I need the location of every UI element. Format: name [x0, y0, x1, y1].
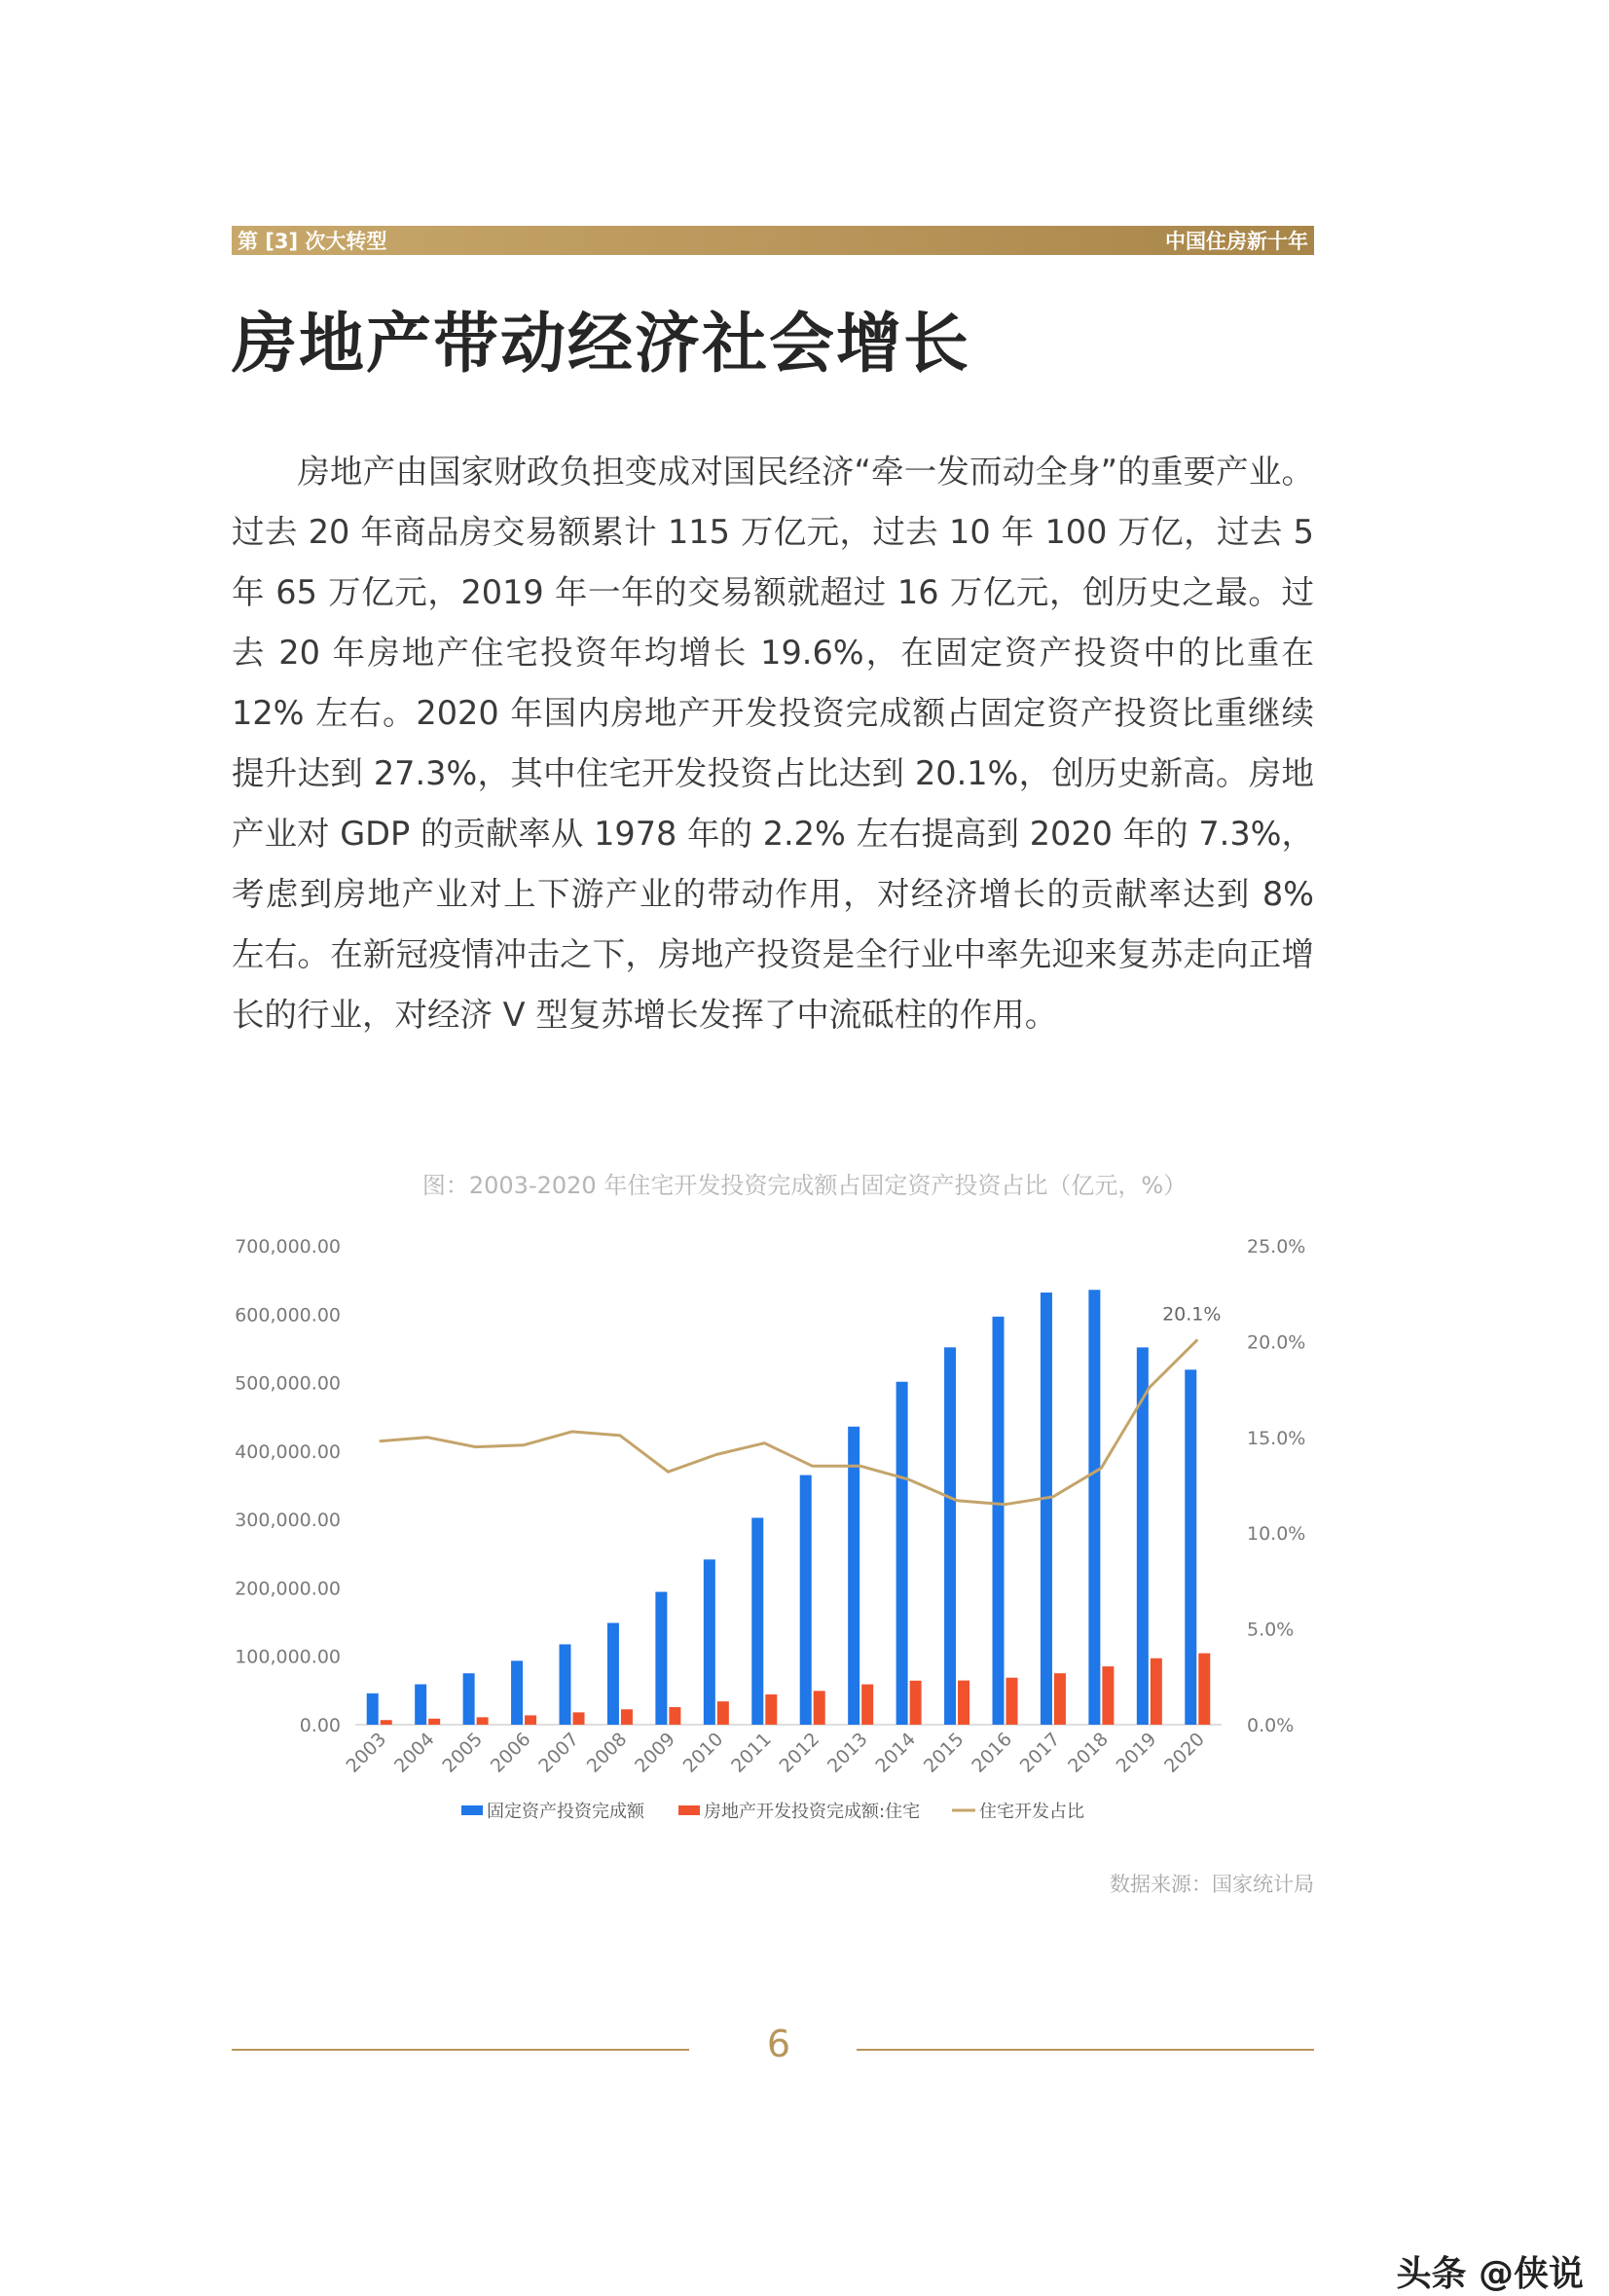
right-tick-label: 5.0% [1247, 1619, 1295, 1641]
page-number: 6 [766, 2023, 791, 2065]
right-tick-label: 10.0% [1247, 1523, 1306, 1546]
left-tick-label: 0.00 [299, 1715, 341, 1736]
right-tick-label: 25.0% [1247, 1236, 1306, 1257]
bar-residential-investment [1006, 1678, 1018, 1725]
x-tick-label: 2005 [438, 1728, 488, 1777]
bar-fixed-asset-investment [463, 1673, 475, 1725]
right-tick-label: 20.0% [1247, 1331, 1306, 1354]
bar-residential-investment [381, 1720, 392, 1725]
bar-residential-investment [910, 1681, 922, 1725]
footer-rule-right [857, 2049, 1314, 2051]
left-tick-label: 200,000.00 [235, 1578, 341, 1600]
left-tick-label: 300,000.00 [235, 1510, 341, 1532]
bar-residential-investment [669, 1707, 680, 1725]
bar-fixed-asset-investment [511, 1660, 523, 1725]
bar-residential-investment [477, 1717, 489, 1725]
legend-swatch [678, 1805, 700, 1815]
bar-fixed-asset-investment [655, 1592, 667, 1725]
x-axis [343, 1729, 1209, 1777]
bar-residential-investment [861, 1685, 873, 1725]
right-axis [1247, 1236, 1305, 1736]
data-source: 数据来源：国家统计局 [1110, 1873, 1314, 1896]
x-tick-label: 2008 [582, 1728, 632, 1777]
x-tick-label: 2014 [871, 1728, 921, 1777]
chapter-label: 第 [3] 次大转型 [238, 230, 387, 253]
page-title: 房地产带动经济社会增长 [232, 306, 970, 382]
body-paragraph: 房地产由国家财政负担变成对国民经济“牵一发而动全身”的重要产业。过去 20 年商品房交易额累计 115 万亿元，过去 10 年 100 万亿，过去 5 年 65 万亿元，2019 年一年的交易额就超过 16 万亿元，创历史之最。过去 20 年房地产住宅投资年均增长 19.6%，在固定资产投资中的比重在 12% 左右。2020 年国内房地产开发投资完成额占固定资产投资比重继续提升达到 27.3%，其中住宅开发投资占比达到 20.1%，创历史新高。房地产业对 GDP 的贡献率从 1978 年的 2.2% 左右提高到 2020 年的 7.3%，考虑到房地产业对上下游产业的带动作用，对经济增长的贡献率达到 8% 左右。在新冠疫情冲击之下，房地产投资是全行业中率先迎来复苏走向正增长的行业，对经济 V 型复苏增长发挥了中流砥柱的作用。 [232, 453, 1314, 1034]
x-tick-label: 2006 [486, 1728, 535, 1777]
x-tick-label: 2009 [631, 1728, 679, 1777]
data-label-2020: 20.1% [1162, 1303, 1222, 1326]
legend-label: 固定资产投资完成额 [487, 1802, 644, 1822]
x-tick-label: 2007 [534, 1728, 584, 1777]
bar-fixed-asset-investment [1088, 1290, 1100, 1725]
bar-fixed-asset-investment [560, 1644, 571, 1725]
x-tick-label: 2004 [389, 1728, 439, 1777]
bar-residential-investment [765, 1695, 777, 1725]
x-tick-label: 2010 [678, 1728, 728, 1777]
left-tick-label: 700,000.00 [235, 1236, 341, 1257]
bar-residential-investment [1054, 1673, 1066, 1725]
bar-residential-investment [958, 1681, 969, 1725]
share-line [380, 1339, 1198, 1504]
left-axis [235, 1236, 341, 1736]
chart-title: 图：2003-2020 年住宅开发投资完成额占固定资产投资占比（亿元，%） [421, 1172, 1188, 1199]
bar-residential-investment [1198, 1654, 1210, 1725]
bar-fixed-asset-investment [1041, 1293, 1052, 1725]
bar-residential-investment [428, 1719, 440, 1725]
x-tick-label: 2015 [919, 1728, 969, 1777]
bar-fixed-asset-investment [704, 1559, 715, 1725]
bar-fixed-asset-investment [751, 1517, 763, 1725]
x-tick-label: 2017 [1015, 1728, 1065, 1777]
bar-fixed-asset-investment [800, 1476, 812, 1725]
legend-label: 房地产开发投资完成额:住宅 [704, 1802, 921, 1822]
footer-rule-left [232, 2049, 689, 2051]
bar-fixed-asset-investment [993, 1317, 1005, 1725]
bar-fixed-asset-investment [367, 1694, 379, 1725]
bar-fixed-asset-investment [415, 1685, 426, 1725]
x-tick-label: 2011 [727, 1728, 776, 1777]
x-tick-label: 2019 [1112, 1728, 1161, 1777]
bar-fixed-asset-investment [896, 1382, 908, 1725]
right-tick-label: 15.0% [1247, 1427, 1306, 1449]
bar-residential-investment [717, 1701, 729, 1725]
left-tick-label: 500,000.00 [235, 1372, 341, 1395]
bar-fixed-asset-investment [848, 1427, 859, 1725]
x-tick-label: 2018 [1064, 1728, 1113, 1777]
x-tick-label: 2020 [1160, 1728, 1209, 1777]
legend-swatch [461, 1805, 483, 1815]
watermark: 头条 @侠说 [1396, 2254, 1584, 2294]
book-title: 中国住房新十年 [1165, 230, 1308, 253]
x-tick-label: 2013 [823, 1728, 872, 1777]
bar-fixed-asset-investment [607, 1622, 619, 1725]
bar-residential-investment [814, 1691, 825, 1725]
chart-legend [461, 1801, 1084, 1822]
legend-label: 住宅开发占比 [979, 1802, 1084, 1822]
bar-group [367, 1290, 1211, 1725]
left-tick-label: 100,000.00 [235, 1646, 341, 1668]
bar-residential-investment [1151, 1658, 1162, 1725]
right-tick-label: 0.0% [1247, 1715, 1295, 1736]
left-tick-label: 600,000.00 [235, 1304, 341, 1327]
x-tick-label: 2016 [968, 1728, 1017, 1777]
bar-fixed-asset-investment [1185, 1369, 1196, 1725]
x-tick-label: 2003 [342, 1728, 391, 1777]
bar-fixed-asset-investment [944, 1347, 956, 1725]
x-tick-label: 2012 [775, 1728, 824, 1777]
bar-residential-investment [573, 1712, 585, 1725]
bar-residential-investment [621, 1709, 633, 1725]
bar-residential-investment [525, 1715, 536, 1725]
left-tick-label: 400,000.00 [235, 1440, 341, 1463]
bar-residential-investment [1102, 1666, 1114, 1725]
